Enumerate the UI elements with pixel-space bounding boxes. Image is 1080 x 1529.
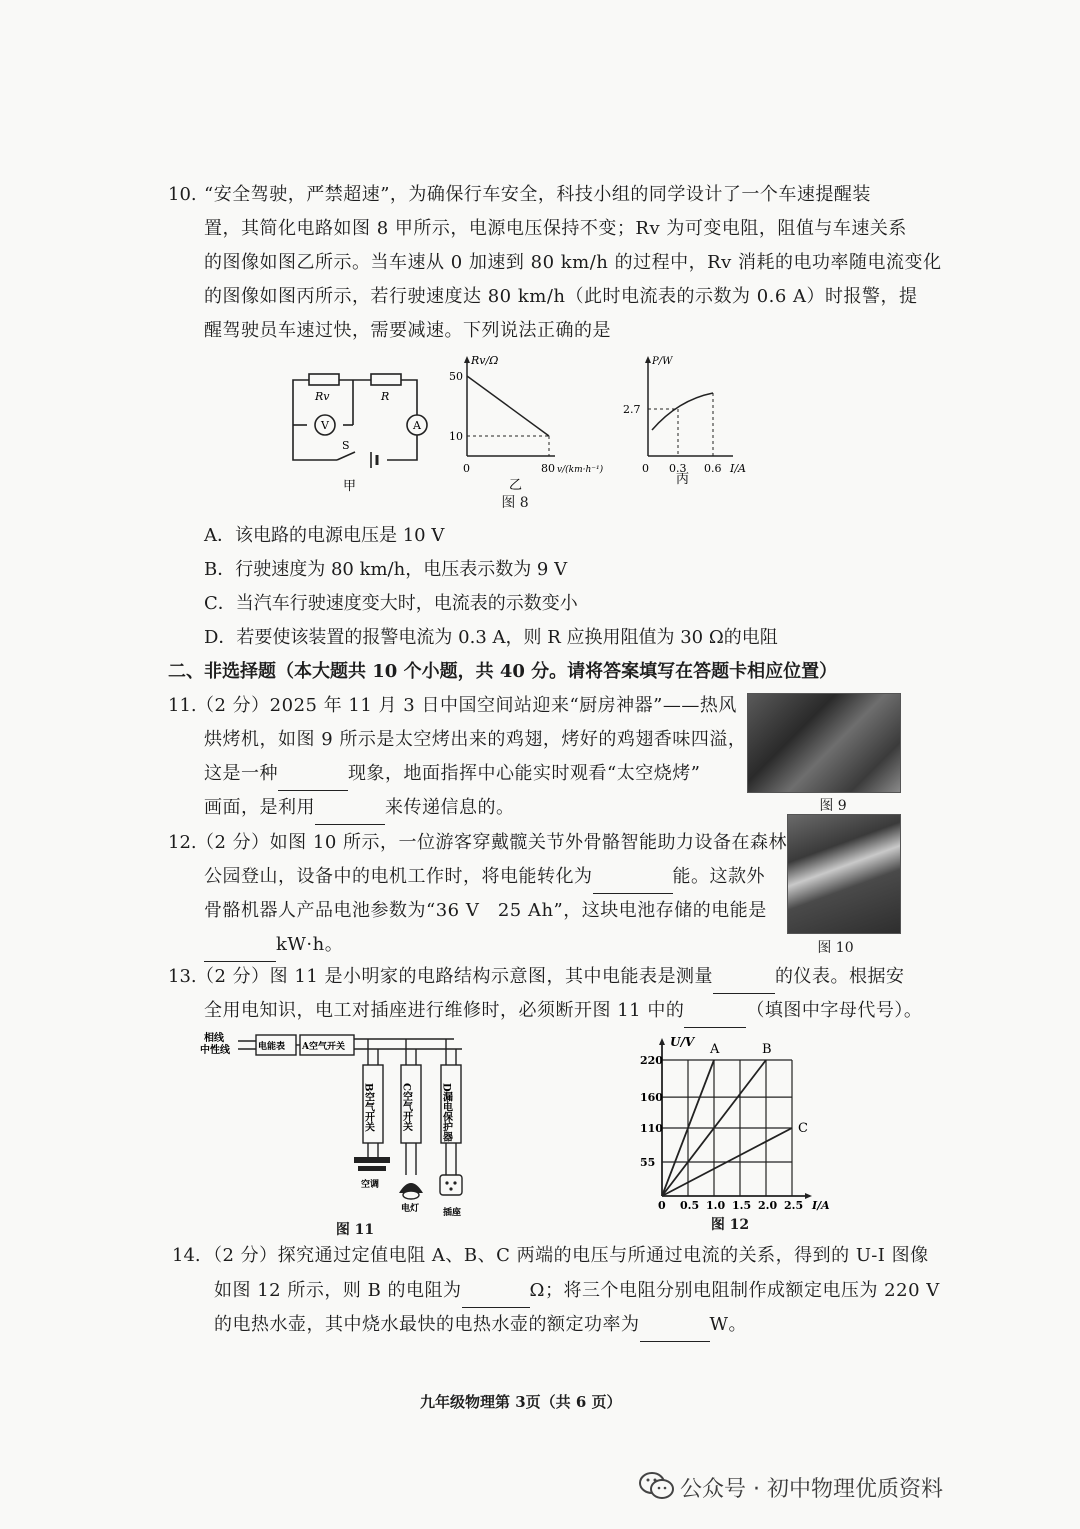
q12-text: 公园登山，设备中的电机工作时，将电能转化为 [204,866,593,887]
wechat-icon [638,1470,676,1502]
ac-icon [354,1157,390,1163]
q14-line: （2 分）探究通过定值电阻 A、B、C 两端的电压与所通过电流的关系，得到的 U-I 图像 [204,1245,929,1266]
fig10-photo [787,814,901,934]
q12-text: 能。这款外 [672,866,765,887]
q11-text: 现象，地面指挥中心能实时观看“太空烧烤” [348,763,701,784]
q10-line: 醒驾驶员车速过快，需要减速。下列说法正确的是 [204,320,611,341]
q10-option-d: D．若要使该装置的报警电流为 0.3 A，则 R 应换用阻值为 30 Ω的电阻 [204,627,778,648]
q14-text: 的电热水壶，其中烧水最快的电热水壶的额定功率为 [214,1314,640,1335]
answer-blank[interactable] [278,770,348,791]
q10-line: 置，其简化电路如图 8 甲所示，电源电压保持不变；Rv 为可变电阻，阻值与车速关系 [204,218,907,239]
q14-number: 14. [172,1245,201,1266]
q12-line [204,928,343,962]
q14-text: Ω；将三个电阻分别电阻制作成额定电压为 220 V [529,1280,940,1301]
y-tick-label: 220 [640,1054,663,1067]
yi-ytick: 50 [449,370,463,383]
fig8-bing-label: 丙 [676,472,690,487]
bing-xtick: 0 [642,462,649,475]
q11-text: 来传递信息的。 [385,797,515,818]
answer-blank[interactable] [315,804,385,825]
label-r: R [381,390,390,403]
q14-line [214,1308,747,1342]
q13-number: 13. [168,966,197,987]
q13-text: （填图中字母代号）。 [746,1000,923,1021]
q11-text: 画面，是利用 [204,797,315,818]
answer-blank[interactable] [593,873,673,894]
live-wire-label: 相线 [204,1033,224,1044]
fig11-caption: 图 11 [335,1222,375,1238]
q12-text: kW·h。 [276,934,344,955]
x-tick-label: 0.5 [680,1199,700,1212]
q13-line [204,994,922,1028]
fig12-caption: 图 12 [710,1217,750,1233]
x-axis-arrow [805,1193,812,1199]
y-axis-label: U/V [670,1035,695,1049]
y-tick-label: 160 [640,1091,663,1105]
label-s: S [342,439,350,452]
rv-resistor [309,374,339,385]
fig8-yi-graph [445,348,630,493]
q11-line [204,791,515,825]
answer-blank[interactable] [684,1007,746,1028]
fig8-yi-label: 乙 [509,478,523,493]
q14-text: W。 [709,1314,748,1335]
q11-line [204,757,700,791]
q11-text: 这是一种 [204,763,278,784]
q10-option-c: C．当汽车行驶速度变大时，电流表的示数变小 [204,593,578,614]
x-axis-label: I/A [812,1199,830,1212]
bing-ytick: 2.7 [623,403,641,416]
answer-blank[interactable] [640,1321,710,1342]
leakage-protector-label: D漏电保护器 [440,1083,452,1142]
x-tick-label: 0 [658,1199,666,1212]
lamp-label: 电灯 [401,1204,420,1214]
q11-number: 11. [168,695,197,716]
x-tick-label: 1.5 [732,1199,752,1212]
q13-text: 的仪表。根据安 [775,966,905,987]
q11-line: （2 分）2025 年 11 月 3 日中国空间站迎来“厨房神器”——热风 [196,695,737,716]
bing-xtick: 0.6 [704,462,722,475]
q14-line [214,1274,940,1308]
q13-text: 全用电知识，电工对插座进行维修时，必须断开图 11 中的 [204,1000,685,1021]
fig11-diagram [200,1025,500,1245]
yi-ytick: 10 [449,430,463,443]
yi-xlabel: v/(km·h⁻¹) [557,465,604,475]
bing-xtick: 0.3 [669,462,687,475]
fig8-bing-graph [618,348,768,493]
page-footer: 九年级物理第 3页（共 6 页） [420,1393,622,1411]
x-tick-label: 1.0 [706,1199,726,1212]
fig9-photo [747,693,901,793]
q14-text: 如图 12 所示，则 B 的电阻为 [214,1280,462,1301]
fig8-caption: 图 8 [501,495,529,511]
main-switch-label: A空气开关 [302,1042,345,1052]
bing-ylabel: P/W [652,356,673,367]
q12-number: 12. [168,832,197,853]
q10-option-b: B．行驶速度为 80 km/h，电压表示数为 9 V [204,559,568,580]
y-tick-label: 110 [640,1122,663,1135]
q12-line [204,860,765,894]
x-tick-label: 2.5 [784,1199,804,1212]
q13-text: （2 分）图 11 是小明家的电路结构示意图，其中电能表是测量 [196,966,714,987]
y-axis-arrow [659,1038,665,1045]
q10-line: 的图像如图乙所示。当车速从 0 加速到 80 km/h 的过程中，Rv 消耗的电功率随电流变化 [204,252,942,273]
series-label-A: A [710,1042,720,1057]
rv-line [467,376,549,436]
yi-xtick: 0 [463,462,470,475]
fig12-chart [630,1030,830,1212]
power-curve [652,393,713,430]
fig9-caption: 图 9 [819,798,847,814]
meter-label: 电能表 [258,1042,286,1052]
answer-blank[interactable] [204,941,276,962]
yi-xtick: 80 [541,462,555,475]
fig10-caption: 图 10 [817,940,854,956]
switch-c-label: C空气开关 [400,1083,412,1131]
neutral-wire-label: 中性线 [200,1045,230,1056]
bing-xlabel: I/A [730,462,746,475]
section-heading: 二、非选择题（本大题共 10 个小题，共 40 分。请将答案填写在答题卡相应位置） [168,661,838,682]
q10-line: 的图像如图丙所示，若行驶速度达 80 km/h（此时电流表的示数为 0.6 A）时报警，提 [204,286,918,307]
q11-line: 烘烤机，如图 9 所示是太空烤出来的鸡翅，烤好的鸡翅香味四溢， [204,729,747,750]
socket-icon [440,1175,462,1195]
q12-line: （2 分）如图 10 所示，一位游客穿戴髋关节外骨骼智能助力设备在森林 [196,832,788,853]
q10-option-a: A．该电路的电源电压是 10 V [204,525,445,546]
q10-line: “安全驾驶，严禁超速”，为确保行车安全，科技小组的同学设计了一个车速提醒装 [204,184,871,205]
fig8-circuit [285,360,435,495]
answer-blank[interactable] [713,973,775,994]
answer-blank[interactable] [462,1287,530,1308]
series-label-B: B [762,1042,772,1057]
q12-line: 骨骼机器人产品电池参数为“36 V 25 Ah”，这块电池存储的电能是 [204,900,767,921]
x-tick-label: 2.0 [758,1199,778,1212]
y-tick-label: 55 [640,1156,656,1169]
r-resistor [371,374,401,385]
socket-label: 插座 [443,1208,462,1218]
switch-b-label: B空气开关 [362,1083,374,1132]
q13-line [196,960,905,994]
fig8-jia-label: 甲 [343,479,357,494]
label-a: A [413,419,421,432]
label-v: V [321,419,329,432]
q10-number: 10. [168,184,197,205]
series-label-C: C [798,1121,808,1136]
label-rv: Rv [315,390,330,403]
yi-ylabel: Rv/Ω [471,354,499,367]
ac-label: 空调 [361,1180,380,1190]
watermark-text: 公众号 · 初中物理优质资料 [680,1477,943,1502]
